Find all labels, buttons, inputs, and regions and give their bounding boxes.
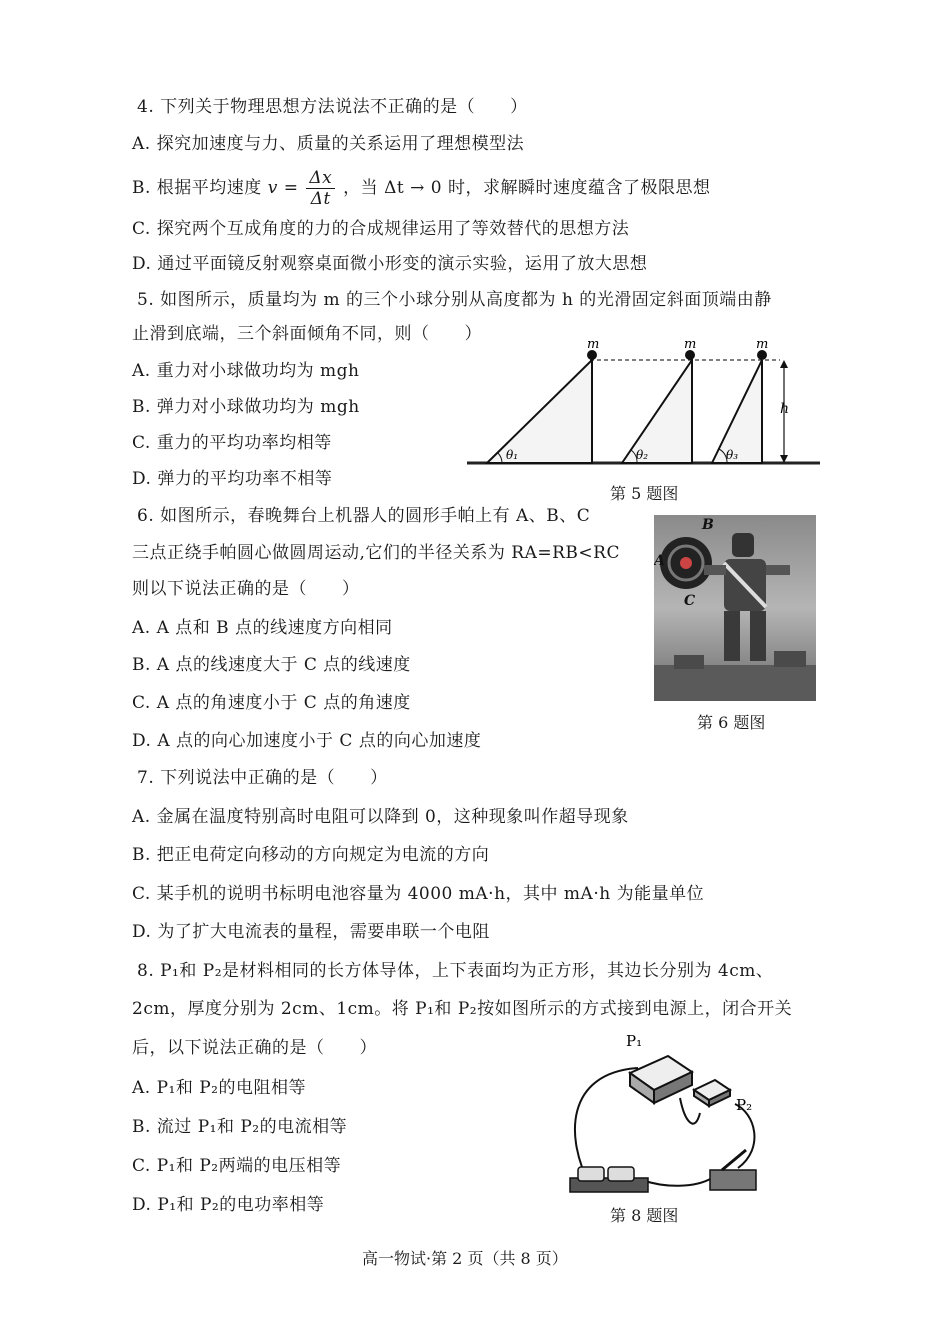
q4-option-c: C. 探究两个互成角度的力的合成规律运用了等效替代的思想方法 — [132, 219, 630, 239]
q6-stem-line2: 三点正绕手帕圆心做圆周运动,它们的半径关系为 RA=RB<RC — [132, 543, 620, 563]
q5-option-a: A. 重力对小球做功均为 mgh — [132, 361, 360, 381]
theta-1-label: θ₁ — [506, 448, 519, 462]
q4-option-d: D. 通过平面镜反射观察桌面微小形变的演示实验，运用了放大思想 — [132, 254, 648, 274]
q6-option-b: B. A 点的线速度大于 C 点的线速度 — [132, 655, 411, 675]
switch-base — [710, 1170, 756, 1190]
q8-circuit-figure — [560, 1028, 772, 1198]
q5-option-c: C. 重力的平均功率均相等 — [132, 433, 332, 453]
page-footer: 高一物试·第 2 页（共 8 页） — [362, 1249, 568, 1268]
q4-option-b-suffix: ，当 Δt → 0 时，求解瞬时速度蕴含了极限思想 — [343, 178, 711, 198]
q7-option-c: C. 某手机的说明书标明电池容量为 4000 mA·h，其中 mA·h 为能量单位 — [132, 884, 705, 904]
q7-option-b: B. 把正电荷定向移动的方向规定为电流的方向 — [132, 845, 490, 865]
q7-option-a: A. 金属在温度特别高时电阻可以降到 0，这种现象叫作超导现象 — [132, 807, 629, 827]
dancer-left — [674, 655, 704, 669]
q8-stem-line3: 后，以下说法正确的是（ ） — [132, 1038, 377, 1058]
q6-robot-photo — [654, 515, 816, 701]
q5-stem-line2: 止滑到底端，三个斜面倾角不同，则（ ） — [132, 324, 482, 344]
q7-option-d: D. 为了扩大电流表的量程，需要串联一个电阻 — [132, 922, 490, 942]
robot-leg-left — [724, 611, 740, 661]
q4-stem: 4. 下列关于物理思想方法说法不正确的是（ ） — [137, 97, 528, 117]
q6-stem-line1: 6. 如图所示，春晚舞台上机器人的圆形手帕上有 A、B、C — [137, 506, 591, 526]
q6-option-a: A. A 点和 B 点的线速度方向相同 — [132, 618, 393, 638]
ball-1-label: m — [587, 337, 600, 352]
switch-lever — [722, 1150, 746, 1170]
q4-option-b-prefix: B. 根据平均速度 — [132, 178, 262, 198]
ball-3-label: m — [756, 337, 769, 352]
p2-label: P₂ — [736, 1096, 753, 1114]
q6-stem-line3: 则以下说法正确的是（ ） — [132, 579, 360, 599]
q4-option-b — [132, 166, 710, 210]
q8-stem-line1: 8. P₁和 P₂是材料相同的长方体导体，上下表面均为正方形，其边长分别为 4cm、 — [137, 961, 774, 981]
q5-figure-caption: 第 5 题图 — [610, 484, 679, 503]
q4-option-a: A. 探究加速度与力、质量的关系运用了理想模型法 — [132, 134, 525, 154]
handkerchief-center — [680, 557, 692, 569]
q8-option-c: C. P₁和 P₂两端的电压相等 — [132, 1156, 342, 1176]
q6-option-d: D. A 点的向心加速度小于 C 点的向心加速度 — [132, 731, 482, 751]
robot-arm-right — [766, 565, 790, 575]
q4-fraction — [306, 168, 335, 209]
q6-option-c: C. A 点的角速度小于 C 点的角速度 — [132, 693, 411, 713]
q8-option-a: A. P₁和 P₂的电阻相等 — [132, 1078, 306, 1098]
incline-2 — [622, 360, 692, 463]
incline-1 — [487, 360, 592, 463]
theta-3-label: θ₃ — [726, 448, 739, 462]
p1-label: P₁ — [626, 1032, 643, 1050]
q8-option-b: B. 流过 P₁和 P₂的电流相等 — [132, 1117, 348, 1137]
q6-figure-caption: 第 6 题图 — [697, 713, 766, 732]
q5-stem-line1: 5. 如图所示，质量均为 m 的三个小球分别从高度都为 h 的光滑固定斜面顶端由静 — [137, 290, 772, 310]
robot-head — [732, 533, 754, 557]
q5-inclines-figure — [462, 335, 822, 475]
ball-2-label: m — [684, 337, 697, 352]
q5-option-d: D. 弹力的平均功率不相等 — [132, 469, 333, 489]
point-b-label: B — [702, 517, 714, 533]
wire-p1-to-p2 — [680, 1098, 700, 1124]
q7-stem: 7. 下列说法中正确的是（ ） — [137, 768, 388, 788]
q8-option-d: D. P₁和 P₂的电功率相等 — [132, 1195, 325, 1215]
height-arrow-top — [780, 360, 788, 368]
battery-cell-1 — [578, 1167, 604, 1181]
point-c-label: C — [684, 593, 696, 609]
robot-leg-right — [750, 611, 766, 661]
q8-figure-caption: 第 8 题图 — [610, 1206, 679, 1225]
dancer-right — [774, 651, 806, 667]
q4-fraction-denominator: Δt — [310, 189, 331, 209]
q4-formula-lhs: v = — [267, 178, 299, 198]
stage-floor — [654, 665, 816, 701]
wire-battery-to-switch — [642, 1178, 712, 1186]
q4-fraction-numerator: Δx — [306, 168, 335, 189]
battery-cell-2 — [608, 1167, 634, 1181]
robot-arm-left — [704, 565, 726, 575]
height-label: h — [780, 401, 790, 417]
theta-2-label: θ₂ — [636, 448, 649, 462]
point-a-label: A — [654, 553, 665, 569]
q8-stem-line2: 2cm，厚度分别为 2cm、1cm。将 P₁和 P₂按如图所示的方式接到电源上，闭合开关 — [132, 999, 793, 1019]
q5-option-b: B. 弹力对小球做功均为 mgh — [132, 397, 360, 417]
